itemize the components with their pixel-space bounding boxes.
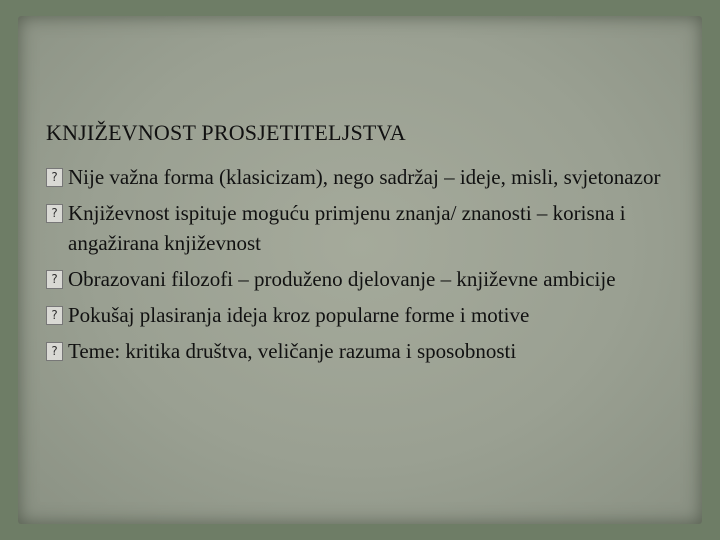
bullet-text: Pokušaj plasiranja ideja kroz popularne forme i motive bbox=[68, 303, 530, 327]
slide-content bbox=[18, 16, 702, 524]
bullet-text: Nije važna forma (klasicizam), nego sadržaj – ideje, misli, svjetonazor bbox=[68, 165, 661, 189]
missing-glyph-icon: ? bbox=[46, 270, 63, 289]
list-item bbox=[46, 300, 676, 330]
bullet-list bbox=[46, 162, 676, 372]
missing-glyph-icon: ? bbox=[46, 306, 63, 325]
slide-title: KNJIŽEVNOST PROSJETITELJSTVA bbox=[46, 120, 406, 145]
bullet-text: Književnost ispituje moguću primjenu znanja/ znanosti – korisna i angažirana književnost bbox=[68, 201, 626, 255]
bullet-text: Obrazovani filozofi – produženo djelovanje – književne ambicije bbox=[68, 267, 616, 291]
list-item bbox=[46, 162, 676, 192]
bullet-text: Teme: kritika društva, veličanje razuma i sposobnosti bbox=[68, 339, 517, 363]
missing-glyph-icon: ? bbox=[46, 342, 63, 361]
missing-glyph-icon: ? bbox=[46, 168, 63, 187]
list-item bbox=[46, 264, 676, 294]
missing-glyph-icon: ? bbox=[46, 204, 63, 223]
list-item bbox=[46, 198, 676, 258]
list-item bbox=[46, 336, 676, 366]
